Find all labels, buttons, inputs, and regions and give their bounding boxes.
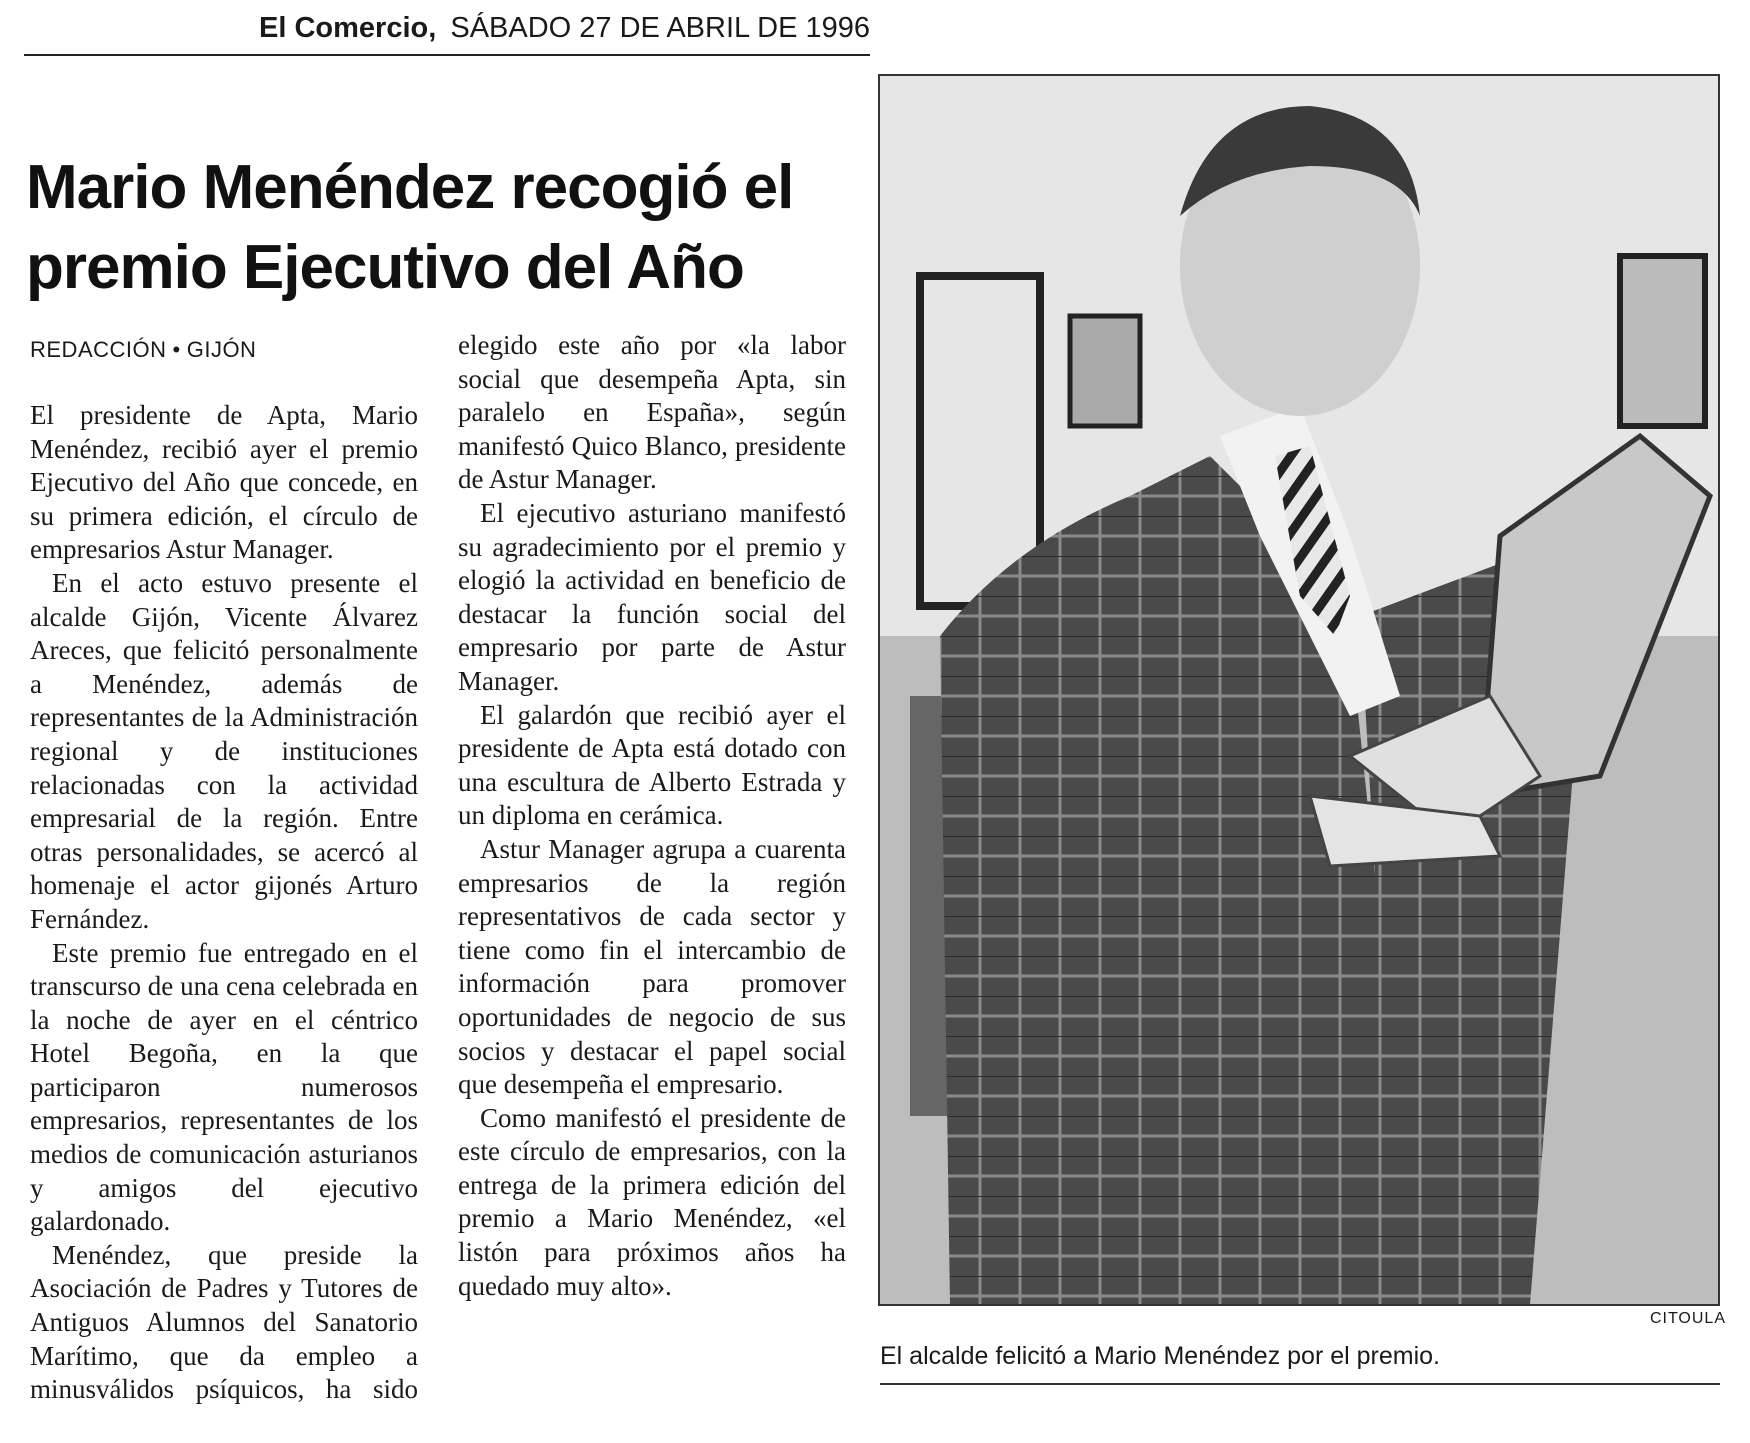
article-paragraph-continued-text: elegido este año por «la labor social que desempeña Apta, sin paralelo en España», según manifestó Quico Blanco, presidente de Astur Manager. <box>458 329 846 495</box>
photo-illustration <box>880 76 1718 1304</box>
news-photo <box>878 74 1720 1306</box>
article-column-1 <box>30 399 418 1407</box>
byline-section: REDACCIÓN <box>30 337 167 362</box>
article-paragraph: El galardón que recibió ayer el presidente de Apta está dotado con una escultura de Alberto Estrada y un diploma en cerámica. <box>458 699 846 831</box>
issue-date: SÁBADO 27 DE ABRIL DE 1996 <box>450 12 870 44</box>
article-paragraph: Este premio fue entregado en el transcurso de una cena celebrada en la noche de ayer en el céntrico Hotel Begoña, en la que participaron numerosos empresarios, representantes de los medios de comunicación asturianos y amigos del ejecutivo galardonado. <box>30 937 418 1237</box>
headline-line-2: premio Ejecutivo del Año <box>26 233 744 302</box>
photo-caption: El alcalde felicitó a Mario Menéndez por el premio. <box>880 1342 1720 1385</box>
article-paragraph: En el acto estuvo presente el alcalde Gijón, Vicente Álvarez Areces, que felicitó personalmente a Menéndez, además de representantes de la Administración regional y de instituciones relacionadas con la actividad empresarial de la región. Entre otras personalidades, se acercó al homenaje el actor gijonés Arturo Fernández. <box>30 567 418 934</box>
background-picture-frame <box>1620 256 1705 426</box>
byline <box>30 337 256 363</box>
article-paragraph: Menéndez, que preside la Asociación de Padres y Tutores de Antiguos Alumnos del Sanatorio Marítimo, que da empleo a minusválidos psíquicos, ha sido <box>30 1239 418 1405</box>
headline <box>26 148 866 308</box>
newspaper-name: El Comercio, <box>259 12 437 44</box>
masthead <box>24 10 870 56</box>
byline-separator: • <box>172 337 181 362</box>
article-paragraph: Como manifestó el presidente de este círculo de empresarios, con la entrega de la primera edición del premio a Mario Menéndez, «el listón para próximos años ha quedado muy alto». <box>458 1102 846 1301</box>
article-paragraph: El presidente de Apta, Mario Menéndez, recibió ayer el premio Ejecutivo del Año que concede, en su primera edición, el círculo de empresarios Astur Manager. <box>30 400 418 565</box>
article-paragraph: Astur Manager agrupa a cuarenta empresarios de la región representativos de cada sector y tiene como fin el intercambio de información para promover oportunidades de negocio de sus socios y destacar el papel social que desempeña el empresario. <box>458 833 846 1100</box>
headline-line-1: Mario Menéndez recogió el <box>26 153 794 222</box>
background-picture-frame <box>1070 316 1140 426</box>
article-paragraph-continued <box>458 329 846 497</box>
byline-location: GIJÓN <box>186 337 257 362</box>
article-column-2 <box>458 329 846 1303</box>
article-paragraph: El ejecutivo asturiano manifestó su agradecimiento por el premio y elogió la actividad en beneficio de destacar la función social del empresario por parte de Astur Manager. <box>458 498 846 696</box>
photo-credit: CITOULA <box>1649 1310 1726 1327</box>
